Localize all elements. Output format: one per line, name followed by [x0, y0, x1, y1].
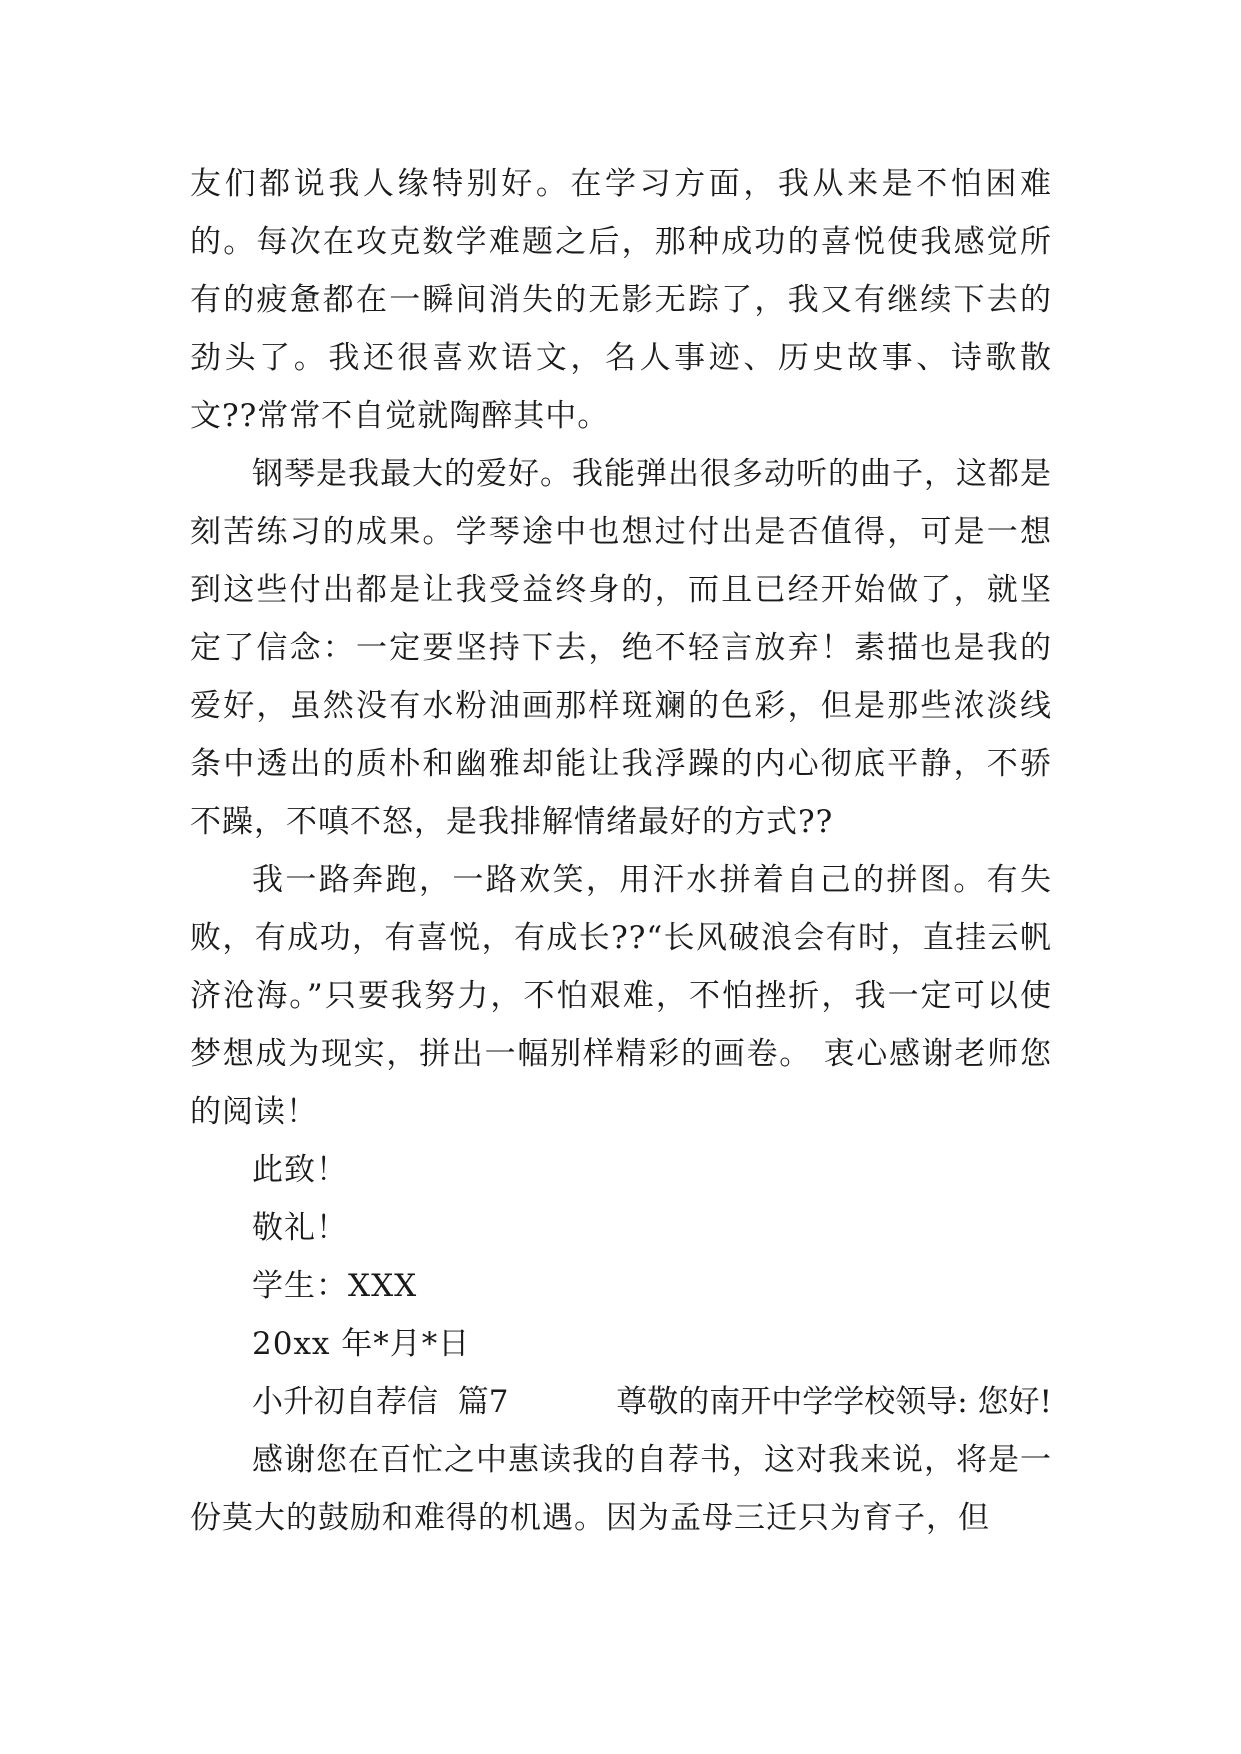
paragraph-opening: 感谢您在百忙之中惠读我的自荐书，这对我来说，将是一份莫大的鼓励和难得的机遇。因为孟母三迁只为育子，但 — [190, 1442, 1052, 1536]
salutation: 尊敬的南开中学学校领导: 您好! — [616, 1384, 1052, 1420]
section-title: 小升初自荐信 篇7 — [252, 1384, 509, 1420]
closing-line-2: 敬礼！ — [252, 1210, 348, 1246]
section-header-row — [190, 1373, 1052, 1431]
paragraph-continuation: 友们都说我人缘特别好。在学习方面，我从来是不怕困难的。每次在攻克数学难题之后，那种成功的喜悦使我感觉所有的疲惫都在一瞬间消失的无影无踪了，我又有继续下去的劲头了。我还很喜欢语文，名人事迹、历史故事、诗歌散文??常常不自觉就陶醉其中。 — [190, 166, 1052, 434]
document-body — [190, 155, 1052, 1547]
paragraph-conclusion: 我一路奔跑，一路欢笑，用汗水拼着自己的拼图。有失败，有成功，有喜悦，有成长??“长风破浪会有时，直挂云帆济沧海。”只要我努力，不怕艰难，不怕挫折，我一定可以使梦想成为现实，拼出一幅别样精彩的画卷。 衷心感谢老师您的阅读！ — [190, 862, 1052, 1130]
closing-line-1: 此致！ — [252, 1152, 348, 1188]
paragraph-hobbies: 钢琴是我最大的爱好。我能弹出很多动听的曲子，这都是刻苦练习的成果。学琴途中也想过付出是否值得，可是一想到这些付出都是让我受益终身的，而且已经开始做了，就坚定了信念：一定要坚持下去，绝不轻言放弃！素描也是我的爱好，虽然没有水粉油画那样斑斓的色彩，但是那些浓淡线条中透出的质朴和幽雅却能让我浮躁的内心彻底平静，不骄不躁，不嗔不怒，是我排解情绪最好的方式?? — [190, 456, 1052, 840]
signature-line: 学生：XXX — [252, 1268, 418, 1304]
date-line: 20xx 年*月*日 — [252, 1326, 471, 1362]
